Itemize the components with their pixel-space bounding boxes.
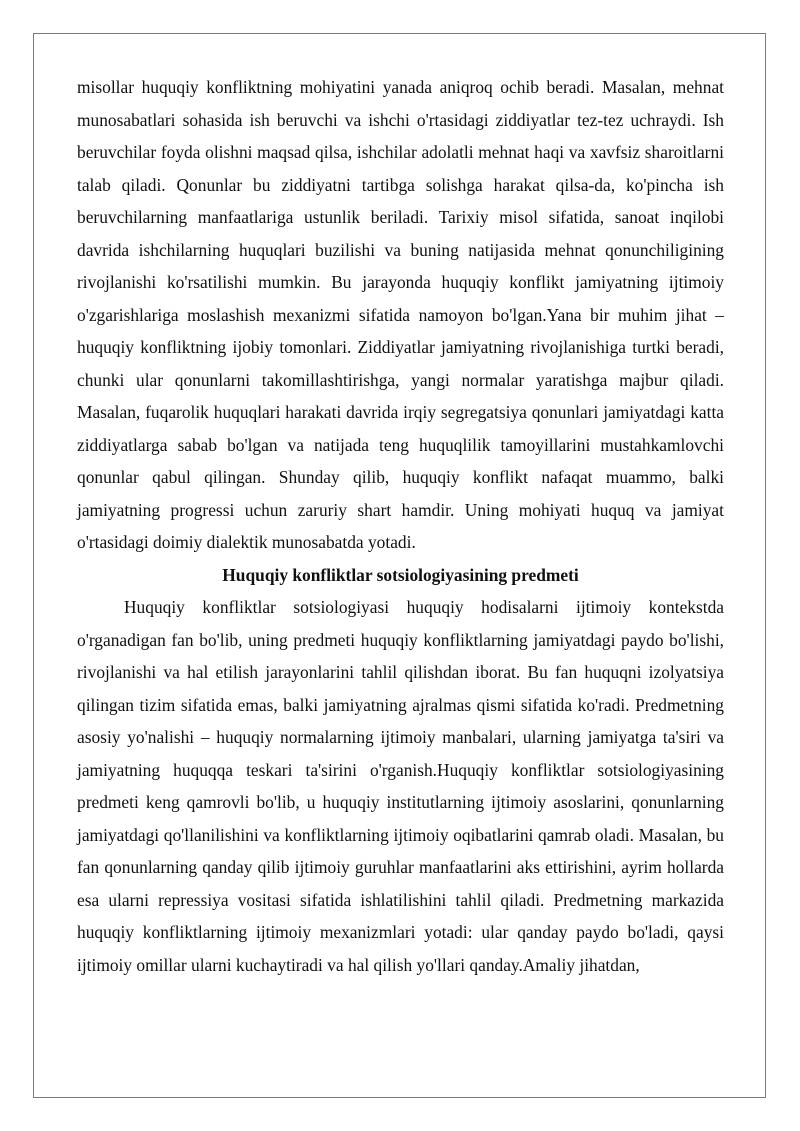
document-body <box>77 71 724 981</box>
paragraph-1: misollar huquqiy konfliktning mohiyatini yanada aniqroq ochib beradi. Masalan, mehnat munosabatlari sohasida ish beruvchi va ishchi o'rtasidagi ziddiyatlar tez-tez uchraydi. Ish beruvchilar foyda olishni maqsad qilsa, ishchilar adolatli mehnat haqi va xavfsiz sharoitlarni talab qiladi. Qonunlar bu ziddiyatni tartibga solishga harakat qilsa-da, ko'pincha ish beruvchilarning manfaatlariga ustunlik beriladi. Tarixiy misol sifatida, sanoat inqilobi davrida ishchilarning huquqlari buzilishi va buning natijasida mehnat qonunchiligining rivojlanishi ko'rsatilishi mumkin. Bu jarayonda huquqiy konflikt jamiyatning ijtimoiy o'zgarishlariga moslashish mexanizmi sifatida namoyon bo'lgan.Yana bir muhim jihat – huquqiy konfliktning ijobiy tomonlari. Ziddiyatlar jamiyatning rivojlanishiga turtki beradi, chunki ular qonunlarni takomillashtirishga, yangi normalar yaratishga majbur qiladi. Masalan, fuqarolik huquqlari harakati davrida irqiy segregatsiya qonunlari jamiyatdagi katta ziddiyatlarga sabab bo'lgan va natijada teng huquqlilik tamoyillarini mustahkamlovchi qonunlar qabul qilingan. Shunday qilib, huquqiy konflikt nafaqat muammo, balki jamiyatning progressi uchun zaruriy shart hamdir. Uning mohiyati huquq va jamiyat o'rtasidagi doimiy dialektik munosabatda yotadi. <box>77 77 724 552</box>
paragraph-2: Huquqiy konfliktlar sotsiologiyasi huquqiy hodisalarni ijtimoiy kontekstda o'rganadigan fan bo'lib, uning predmeti huquqiy konfliktlarning jamiyatdagi paydo bo'lishi, rivojlanishi va hal etilish jarayonlarini tahlil qilishdan iborat. Bu fan huquqni izolyatsiya qilingan tizim sifatida emas, balki jamiyatning ajralmas qismi sifatida ko'radi. Predmetning asosiy yo'nalishi – huquqiy normalarning ijtimoiy manbalari, ularning jamiyatga ta'siri va jamiyatning huquqqa teskari ta'sirini o'rganish.Huquqiy konfliktlar sotsiologiyasining predmeti keng qamrovli bo'lib, u huquqiy institutlarning ijtimoiy asoslarini, qonunlarning jamiyatdagi qo'llanilishini va konfliktlarning ijtimoiy oqibatlarini qamrab oladi. Masalan, bu fan qonunlarning qanday qilib ijtimoiy guruhlar manfaatlarini aks ettirishini, ayrim hollarda esa ularni repressiya vositasi sifatida ishlatilishini tahlil qiladi. Predmetning markazida huquqiy konfliktlarning ijtimoiy mexanizmlari yotadi: ular qanday paydo bo'ladi, qaysi ijtimoiy omillar ularni kuchaytiradi va hal qilish yo'llari qanday.Amaliy jihatdan, <box>77 597 724 975</box>
section-heading: Huquqiy konfliktlar sotsiologiyasining predmeti <box>222 564 579 585</box>
